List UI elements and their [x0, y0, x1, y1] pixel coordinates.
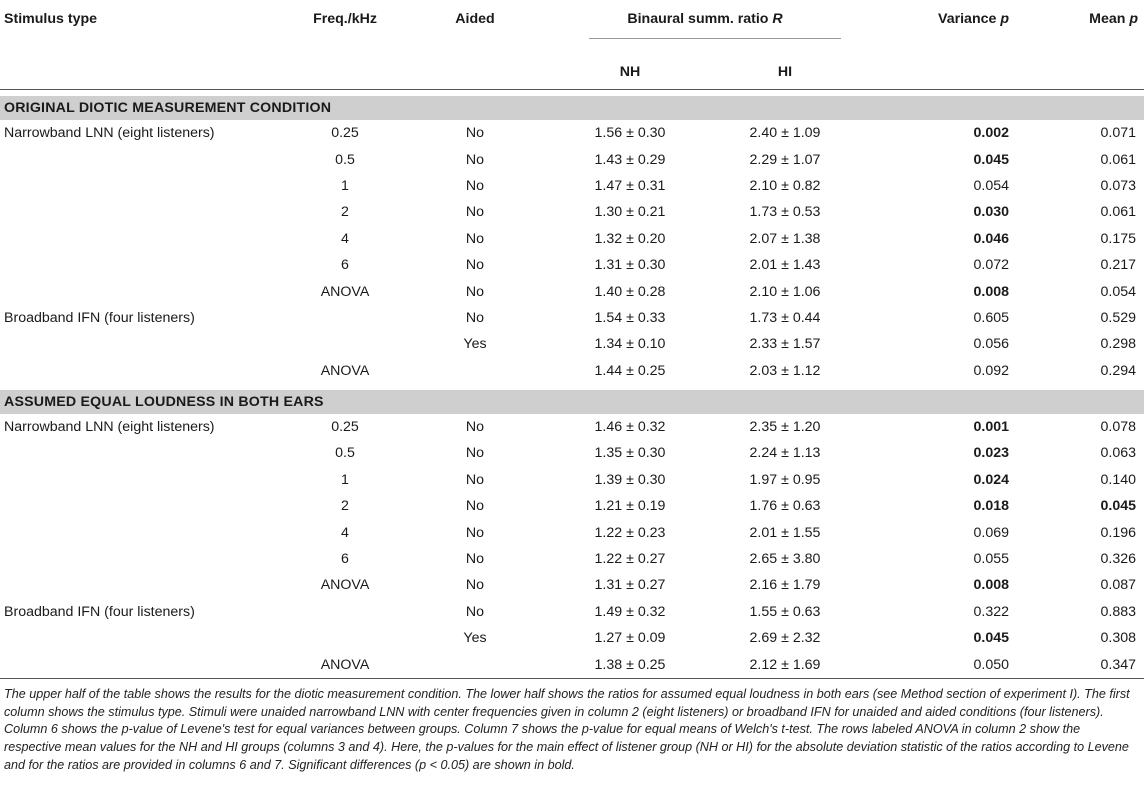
cell-hi-ratio: 2.07 ± 1.38	[749, 230, 821, 247]
header-spacer	[400, 55, 550, 90]
cell-hi-ratio: 2.12 ± 1.69	[710, 651, 860, 678]
cell-aided: No	[465, 551, 485, 568]
cell-stimulus	[0, 546, 290, 572]
header-spacer	[0, 55, 290, 90]
cell-nh-ratio: 1.54 ± 0.33	[594, 309, 666, 326]
cell-mean-p: 0.063	[1100, 445, 1137, 462]
table-row	[0, 305, 1144, 331]
cell-hi-ratio: 2.29 ± 1.07	[749, 151, 821, 168]
cell-frequency	[290, 625, 400, 651]
cell-mean-p: 0.883	[1100, 603, 1137, 620]
cell-aided: No	[465, 230, 485, 247]
cell-nh-ratio: 1.31 ± 0.27	[594, 577, 666, 594]
table-row	[0, 199, 1144, 225]
cell-stimulus	[0, 519, 290, 545]
cell-variance-p: 0.045	[973, 151, 1010, 168]
cell-mean-p: 0.196	[1100, 524, 1137, 541]
cell-nh-ratio: 1.22 ± 0.23	[594, 524, 666, 541]
table-row	[0, 625, 1144, 651]
cell-stimulus	[0, 493, 290, 519]
cell-frequency	[290, 305, 400, 331]
table-row	[0, 358, 1144, 384]
cell-nh-ratio: 1.32 ± 0.20	[594, 230, 666, 247]
cell-hi-ratio: 2.01 ± 1.43	[749, 257, 821, 274]
section-header	[0, 390, 1144, 414]
table-row	[0, 226, 1144, 252]
table-row	[0, 519, 1144, 545]
cell-frequency: 4	[341, 230, 349, 247]
cell-variance-p: 0.008	[973, 283, 1010, 300]
header-binaural-ratio	[550, 0, 860, 55]
cell-variance-p: 0.322	[973, 603, 1010, 620]
cell-mean-p: 0.061	[1100, 151, 1137, 168]
cell-stimulus	[0, 226, 290, 252]
cell-frequency: 1	[341, 471, 349, 488]
cell-hi-ratio: 2.65 ± 3.80	[749, 551, 821, 568]
cell-aided	[400, 651, 550, 678]
cell-mean-p: 0.175	[1100, 230, 1137, 247]
cell-frequency: ANOVA	[320, 362, 370, 379]
cell-hi-ratio: 1.76 ± 0.63	[749, 498, 821, 515]
table-row	[0, 599, 1144, 625]
cell-mean-p: 0.298	[1100, 336, 1137, 353]
cell-nh-ratio: 1.35 ± 0.30	[594, 445, 666, 462]
cell-variance-p: 0.092	[973, 362, 1010, 379]
cell-aided: No	[465, 257, 485, 274]
cell-variance-p: 0.605	[973, 309, 1010, 326]
cell-frequency: 4	[341, 524, 349, 541]
cell-frequency: ANOVA	[320, 283, 370, 300]
cell-stimulus	[0, 173, 290, 199]
cell-frequency: 0.5	[335, 151, 355, 168]
table-row	[0, 278, 1144, 304]
cell-stimulus	[0, 467, 290, 493]
cell-frequency: 6	[341, 257, 349, 274]
cell-frequency: 0.25	[331, 419, 359, 436]
cell-variance-p: 0.002	[973, 125, 1010, 142]
cell-stimulus	[0, 146, 290, 172]
cell-hi-ratio: 2.33 ± 1.57	[749, 336, 821, 353]
cell-hi-ratio: 2.40 ± 1.09	[749, 125, 821, 142]
cell-nh-ratio: 1.21 ± 0.19	[594, 498, 666, 515]
cell-variance-p: 0.024	[973, 471, 1010, 488]
header-aided: Aided	[455, 11, 495, 27]
cell-mean-p: 0.078	[1100, 419, 1137, 436]
cell-variance-p: 0.050	[860, 651, 1015, 678]
cell-aided: No	[465, 151, 485, 168]
section-title: ORIGINAL DIOTIC MEASUREMENT CONDITION	[0, 96, 1144, 120]
cell-stimulus	[0, 278, 290, 304]
cell-mean-p: 0.347	[1015, 651, 1144, 678]
cell-aided: No	[465, 603, 485, 620]
cell-mean-p: 0.073	[1100, 177, 1137, 194]
header-subgroup-rule	[589, 38, 841, 39]
header-spacer	[860, 55, 1015, 90]
cell-aided: No	[465, 524, 485, 541]
cell-hi-ratio: 2.01 ± 1.55	[749, 524, 821, 541]
table-header	[0, 0, 1144, 90]
cell-aided: No	[465, 419, 485, 436]
cell-mean-p: 0.308	[1100, 630, 1137, 647]
cell-variance-p: 0.023	[973, 445, 1010, 462]
cell-stimulus	[0, 358, 290, 384]
header-variance-label: Variance	[938, 11, 997, 27]
cell-variance-p: 0.069	[973, 524, 1010, 541]
cell-nh-ratio: 1.34 ± 0.10	[594, 336, 666, 353]
cell-aided: No	[465, 125, 485, 142]
cell-stimulus	[0, 440, 290, 466]
table-row	[0, 414, 1144, 440]
cell-variance-p: 0.055	[973, 551, 1010, 568]
cell-nh-ratio: 1.43 ± 0.29	[594, 151, 666, 168]
cell-hi-ratio: 2.69 ± 2.32	[749, 630, 821, 647]
header-binaural-ratio-label: Binaural summ. ratio	[627, 11, 769, 27]
header-mean-label: Mean	[1089, 11, 1126, 27]
table-row	[0, 440, 1144, 466]
table-row	[0, 572, 1144, 598]
cell-nh-ratio: 1.39 ± 0.30	[594, 471, 666, 488]
table-row	[0, 252, 1144, 278]
cell-variance-p: 0.018	[973, 498, 1010, 515]
cell-variance-p: 0.056	[973, 336, 1010, 353]
cell-variance-p: 0.001	[973, 419, 1010, 436]
cell-stimulus: Broadband IFN (four listeners)	[4, 603, 195, 620]
cell-hi-ratio: 2.16 ± 1.79	[749, 577, 821, 594]
cell-nh-ratio: 1.31 ± 0.30	[594, 257, 666, 274]
cell-hi-ratio: 2.10 ± 0.82	[749, 177, 821, 194]
cell-hi-ratio: 1.97 ± 0.95	[749, 471, 821, 488]
cell-hi-ratio: 2.24 ± 1.13	[749, 445, 821, 462]
cell-variance-p: 0.054	[973, 177, 1010, 194]
table-row	[0, 146, 1144, 172]
cell-variance-p: 0.030	[973, 204, 1010, 221]
cell-stimulus	[0, 572, 290, 598]
table-row	[0, 546, 1144, 572]
cell-nh-ratio: 1.38 ± 0.25	[550, 651, 710, 678]
cell-aided: No	[465, 309, 485, 326]
cell-aided: No	[465, 204, 485, 221]
cell-aided: No	[465, 577, 485, 594]
cell-aided: No	[465, 445, 485, 462]
cell-frequency: 0.5	[335, 445, 355, 462]
cell-aided	[400, 358, 550, 384]
cell-variance-p: 0.046	[973, 230, 1010, 247]
header-mean-symbol: p	[1129, 11, 1139, 27]
cell-mean-p: 0.045	[1100, 498, 1137, 515]
cell-aided: No	[465, 177, 485, 194]
cell-mean-p: 0.054	[1100, 283, 1137, 300]
cell-frequency	[290, 599, 400, 625]
header-variance-p	[860, 0, 1015, 55]
header-variance-symbol: p	[1000, 11, 1010, 27]
cell-stimulus: Narrowband LNN (eight listeners)	[4, 125, 215, 142]
cell-variance-p: 0.072	[973, 257, 1010, 274]
table-footnote: The upper half of the table shows the results for the diotic measurement condition. The lower half shows the ratios for assumed equal loudness in both ears (see Method section of experiment I). The first column shows the stimulus type. Stimuli were unaided narrowband LNN with center frequencies given in column 2 (eight listeners) or broadband IFN for unaided and aided conditions (four listeners). Column 6 shows the p-value of Levene's test for equal variances between groups. Column 7 shows the p-value for equal means of Welch's t-test. The rows labeled ANOVA in column 2 show the respective mean values for the NH and HI groups (columns 3 and 4). Here, the p-values for the main effect of listener group (NH or HI) for the absolute deviation statistic of the ratios according to Levene and for the ratios are provided in columns 6 and 7. Significant differences (p < 0.05) are shown in bold.	[4, 687, 1130, 772]
cell-mean-p: 0.061	[1100, 204, 1137, 221]
cell-hi-ratio: 2.10 ± 1.06	[749, 283, 821, 300]
cell-hi-ratio: 1.73 ± 0.53	[749, 204, 821, 221]
cell-mean-p: 0.294	[1100, 362, 1137, 379]
header-stimulus-type: Stimulus type	[4, 11, 98, 27]
cell-nh-ratio: 1.44 ± 0.25	[594, 362, 666, 379]
cell-aided: Yes	[463, 630, 487, 647]
cell-nh-ratio: 1.30 ± 0.21	[594, 204, 666, 221]
cell-aided: No	[465, 471, 485, 488]
table-row	[0, 651, 1144, 678]
cell-stimulus: Narrowband LNN (eight listeners)	[4, 419, 215, 436]
table-row	[0, 120, 1144, 146]
cell-mean-p: 0.087	[1100, 577, 1137, 594]
header-spacer	[290, 55, 400, 90]
header-frequency: Freq./kHz	[313, 11, 377, 27]
cell-nh-ratio: 1.27 ± 0.09	[594, 630, 666, 647]
cell-mean-p: 0.071	[1100, 125, 1137, 142]
cell-hi-ratio: 1.55 ± 0.63	[749, 603, 821, 620]
cell-mean-p: 0.529	[1100, 309, 1137, 326]
cell-stimulus: Broadband IFN (four listeners)	[4, 309, 195, 326]
cell-nh-ratio: 1.49 ± 0.32	[594, 603, 666, 620]
cell-mean-p: 0.326	[1100, 551, 1137, 568]
cell-mean-p: 0.140	[1100, 471, 1137, 488]
cell-nh-ratio: 1.40 ± 0.28	[594, 283, 666, 300]
cell-frequency: ANOVA	[320, 577, 370, 594]
cell-mean-p: 0.217	[1100, 257, 1137, 274]
cell-frequency: 6	[341, 551, 349, 568]
cell-aided: Yes	[463, 336, 487, 353]
cell-stimulus	[0, 625, 290, 651]
cell-stimulus	[0, 252, 290, 278]
header-mean-p	[1015, 0, 1144, 55]
table-row	[0, 173, 1144, 199]
cell-nh-ratio: 1.47 ± 0.31	[594, 177, 666, 194]
header-ratio-symbol: R	[772, 11, 783, 27]
cell-frequency: 2	[341, 498, 349, 515]
cell-frequency: 1	[341, 177, 349, 194]
cell-variance-p: 0.045	[973, 630, 1010, 647]
cell-frequency: 0.25	[331, 125, 359, 142]
cell-stimulus	[0, 331, 290, 357]
section-title: ASSUMED EQUAL LOUDNESS IN BOTH EARS	[0, 390, 1144, 414]
cell-nh-ratio: 1.46 ± 0.32	[594, 419, 666, 436]
header-nh: NH	[550, 55, 710, 90]
cell-nh-ratio: 1.22 ± 0.27	[594, 551, 666, 568]
table-row	[0, 467, 1144, 493]
table-row	[0, 493, 1144, 519]
cell-variance-p: 0.008	[973, 577, 1010, 594]
cell-frequency	[290, 331, 400, 357]
table-row	[0, 331, 1144, 357]
cell-stimulus	[0, 199, 290, 225]
header-spacer	[1015, 55, 1144, 90]
cell-frequency: 2	[341, 204, 349, 221]
section-header	[0, 96, 1144, 120]
table-body	[0, 90, 1144, 679]
cell-aided: No	[465, 283, 485, 300]
cell-stimulus	[0, 651, 290, 678]
cell-nh-ratio: 1.56 ± 0.30	[594, 125, 666, 142]
cell-aided: No	[465, 498, 485, 515]
cell-frequency: ANOVA	[290, 651, 400, 678]
cell-hi-ratio: 1.73 ± 0.44	[749, 309, 821, 326]
cell-hi-ratio: 2.35 ± 1.20	[749, 419, 821, 436]
cell-hi-ratio: 2.03 ± 1.12	[749, 362, 821, 379]
header-hi: HI	[710, 55, 860, 90]
